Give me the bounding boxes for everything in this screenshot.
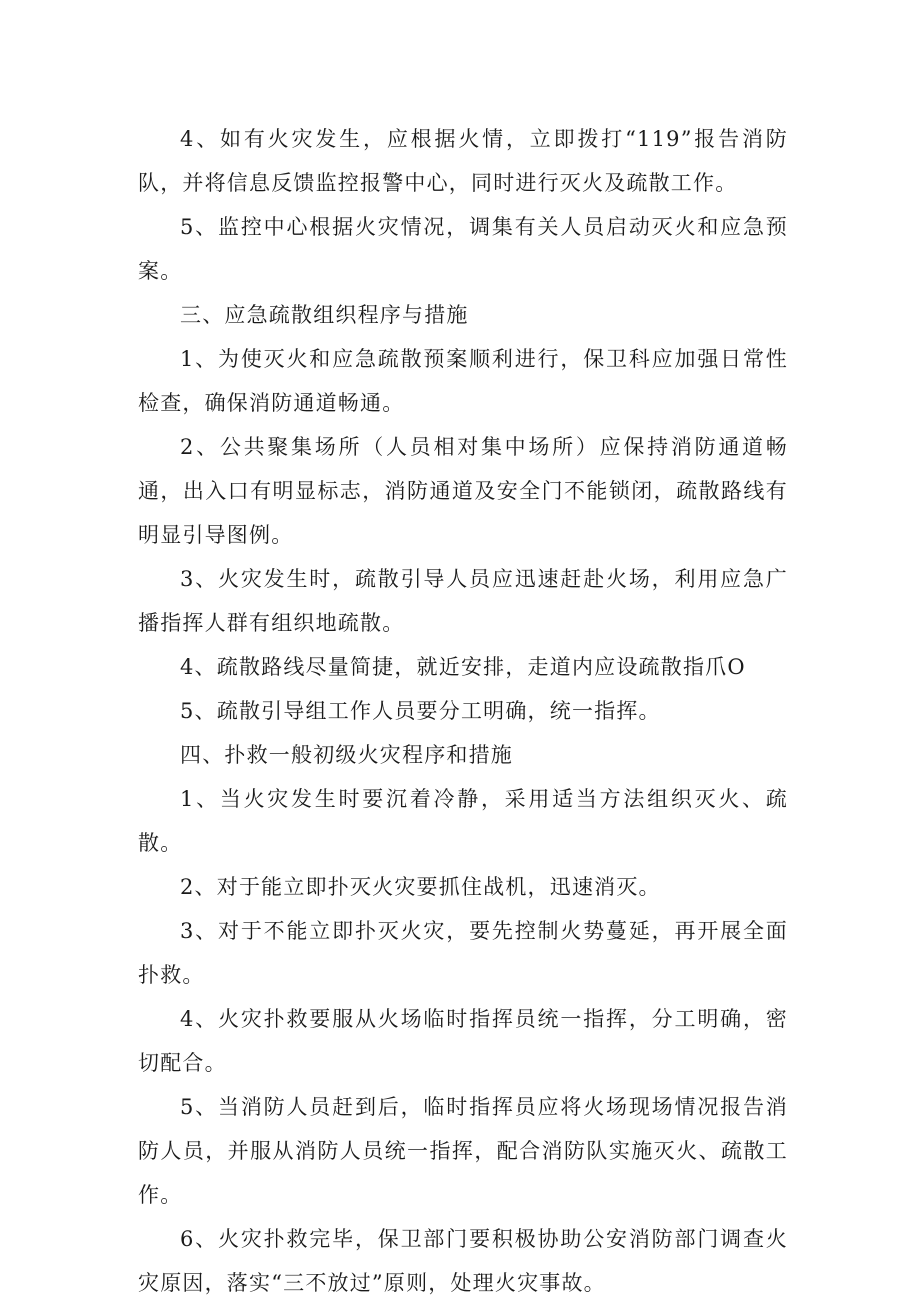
section-heading-evacuation: 三、应急疏散组织程序与措施 <box>180 303 469 327</box>
paragraph-firefighting-4: 4、火灾扑救要服从火场临时指挥员统一指挥，分工明确，密切配合。 <box>138 1007 788 1075</box>
paragraph-monitor-center: 5、监控中心根据火灾情况，调集有关人员启动灭火和应急预案。 <box>138 215 788 283</box>
paragraph-evacuation-5: 5、疏散引导组工作人员要分工明确，统一指挥。 <box>180 699 661 723</box>
paragraph-evacuation-4: 4、疏散路线尽量简捷，就近安排，走道内应设疏散指爪O <box>180 655 746 679</box>
paragraph-evacuation-2: 2、公共聚集场所（人员相对集中场所）应保持消防通道畅通，出入口有明显标志，消防通道及安全门不能锁闭，疏散路线有明显引导图例。 <box>138 435 788 547</box>
paragraph-fire-report: 4、如有火灾发生，应根据火情，立即拨打“119”报告消防队，并将信息反馈监控报警中心，同时进行灭火及疏散工作。 <box>138 127 788 195</box>
paragraph-firefighting-5: 5、当消防人员赶到后，临时指挥员应将火场现场情况报告消防人员，并服从消防人员统一指挥，配合消防队实施灭火、疏散工作。 <box>138 1095 788 1207</box>
paragraph-firefighting-1: 1、当火灾发生时要沉着冷静，采用适当方法组织灭火、疏散。 <box>138 787 788 855</box>
paragraph-firefighting-3: 3、对于不能立即扑灭火灾，要先控制火势蔓延，再开展全面扑救。 <box>138 919 788 987</box>
paragraph-evacuation-1: 1、为使灭火和应急疏散预案顺利进行，保卫科应加强日常性检查，确保消防通道畅通。 <box>138 347 788 415</box>
paragraph-evacuation-3: 3、火灾发生时，疏散引导人员应迅速赶赴火场，利用应急广播指挥人群有组织地疏散。 <box>138 567 788 635</box>
paragraph-firefighting-6: 6、火灾扑救完毕，保卫部门要积极协助公安消防部门调查火灾原因，落实“三不放过”原则，处理火灾事故。 <box>138 1227 788 1295</box>
section-heading-firefighting: 四、扑救一般初级火灾程序和措施 <box>180 743 513 767</box>
document-body <box>138 117 788 1305</box>
paragraph-firefighting-2: 2、对于能立即扑灭火灾要抓住战机，迅速消灭。 <box>180 875 661 899</box>
